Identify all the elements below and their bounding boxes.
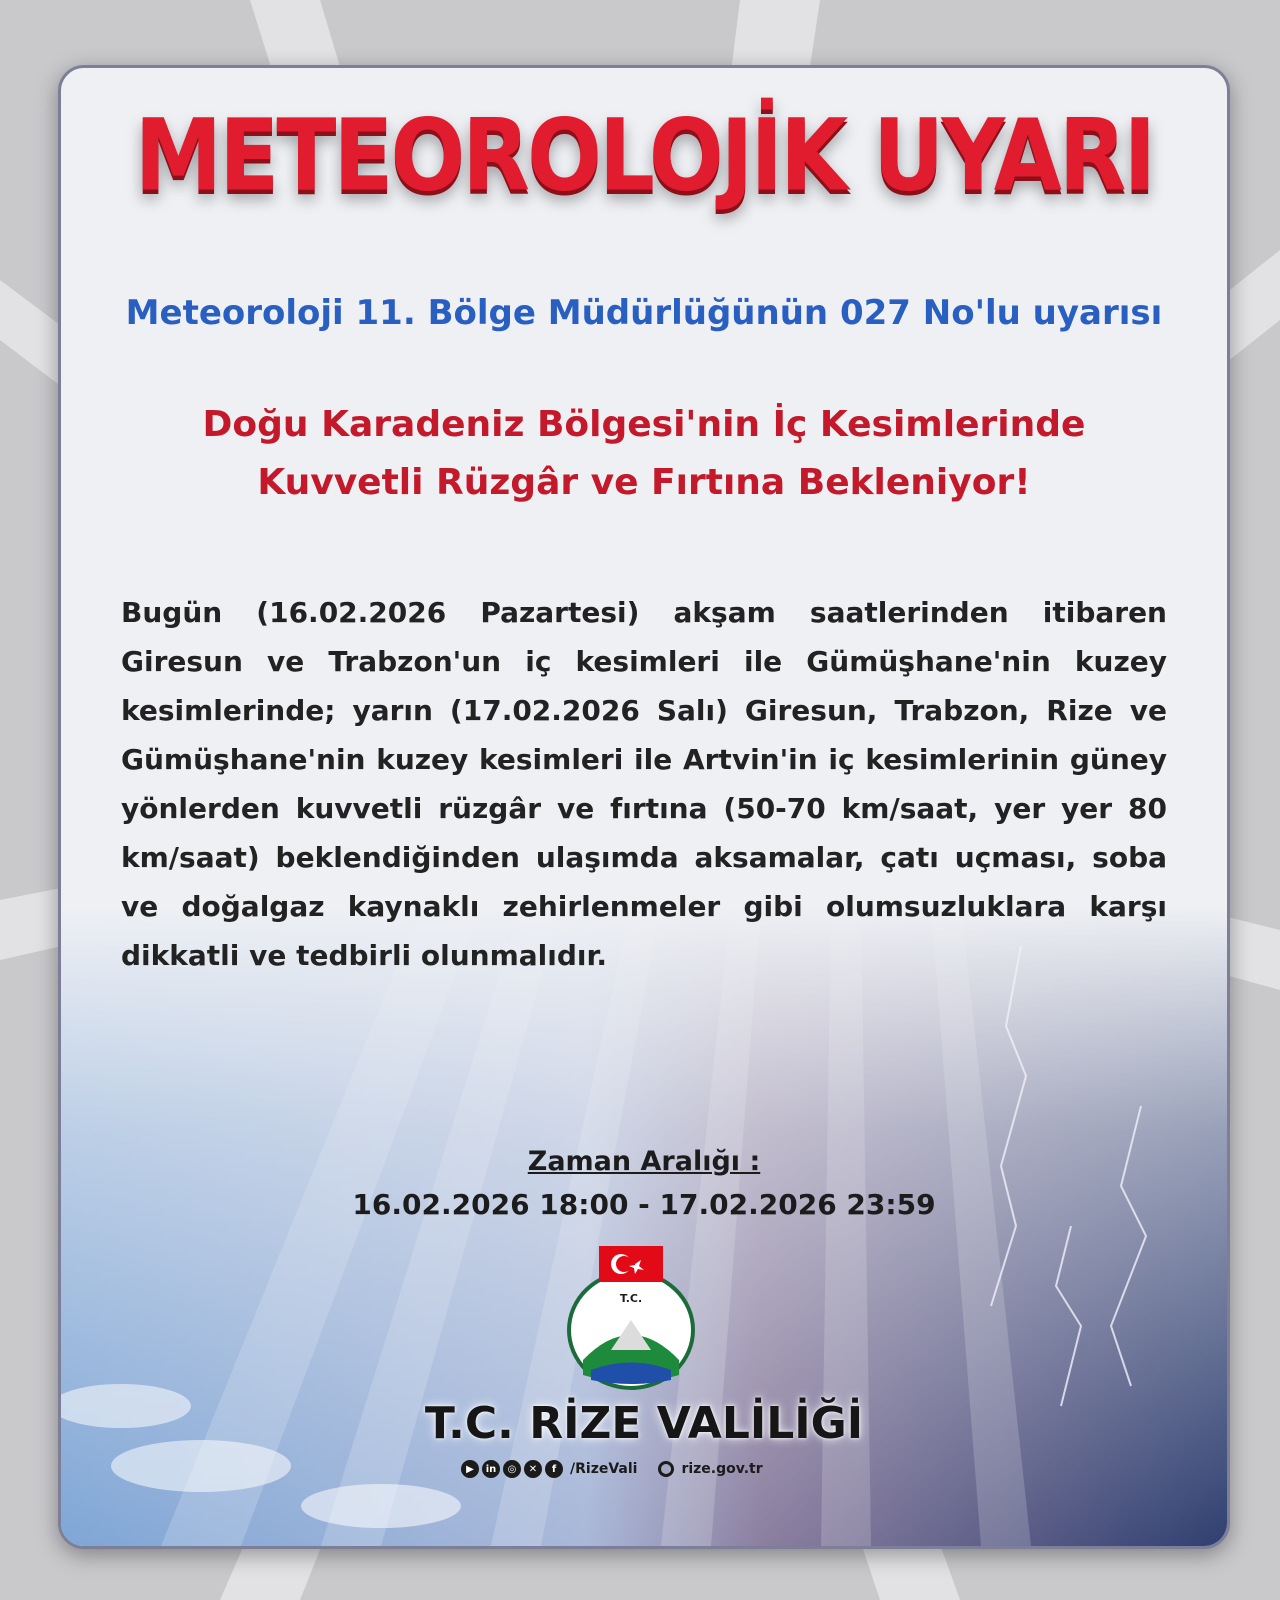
warning-card (58, 65, 1230, 1549)
logo-text: T.C. (619, 1292, 643, 1305)
youtube-icon[interactable]: ▶ (461, 1460, 479, 1478)
instagram-icon[interactable]: ◎ (503, 1460, 521, 1478)
social-links (461, 1460, 763, 1478)
storm-sky-illustration (61, 906, 1227, 1546)
x-icon[interactable]: ✕ (524, 1460, 542, 1478)
warning-subtitle: Meteoroloji 11. Bölge Müdürlüğünün 027 No'lu uyarısı (125, 293, 1163, 333)
organization-name: T.C. RİZE VALİLİĞİ (424, 1398, 864, 1449)
facebook-icon[interactable]: f (545, 1460, 563, 1478)
page-title: METEOROLOJİK UYARI (134, 97, 1154, 214)
warning-headline (101, 396, 1187, 512)
time-range-value: 16.02.2026 18:00 - 17.02.2026 23:59 (352, 1188, 936, 1221)
website-link[interactable]: rize.gov.tr (681, 1461, 763, 1477)
rize-governorship-logo-icon (561, 1240, 701, 1390)
headline-line-1: Doğu Karadeniz Bölgesi'nin İç Kesimlerinde (202, 404, 1086, 445)
time-range-label: Zaman Aralığı : (527, 1146, 761, 1177)
globe-icon (658, 1461, 674, 1477)
social-handle[interactable]: /RizeVali (570, 1461, 638, 1477)
headline-line-2: Kuvvetli Rüzgâr ve Fırtına Bekleniyor! (257, 462, 1031, 503)
linkedin-icon[interactable]: in (482, 1460, 500, 1478)
warning-body: Bugün (16.02.2026 Pazartesi) akşam saatlerinden itibaren Giresun ve Trabzon'un iç kesimleri ile Gümüşhane'nin kuzey kesimlerinde; yarın (17.02.2026 Salı) Giresun, Trabzon, Rize ve Gümüşhane'nin kuzey kesimleri ile Artvin'in iç kesimlerinin güney yönlerden kuvvetli rüzgâr ve fırtına (50-70 km/saat, yer yer 80 km/saat) beklendiğinden ulaşımda aksamalar, çatı uçması, soba ve doğalgaz kaynaklı zehirlenmeler gibi olumsuzluklara karşı dikkatli ve tedbirli olunmalıdır. (121, 596, 1167, 972)
